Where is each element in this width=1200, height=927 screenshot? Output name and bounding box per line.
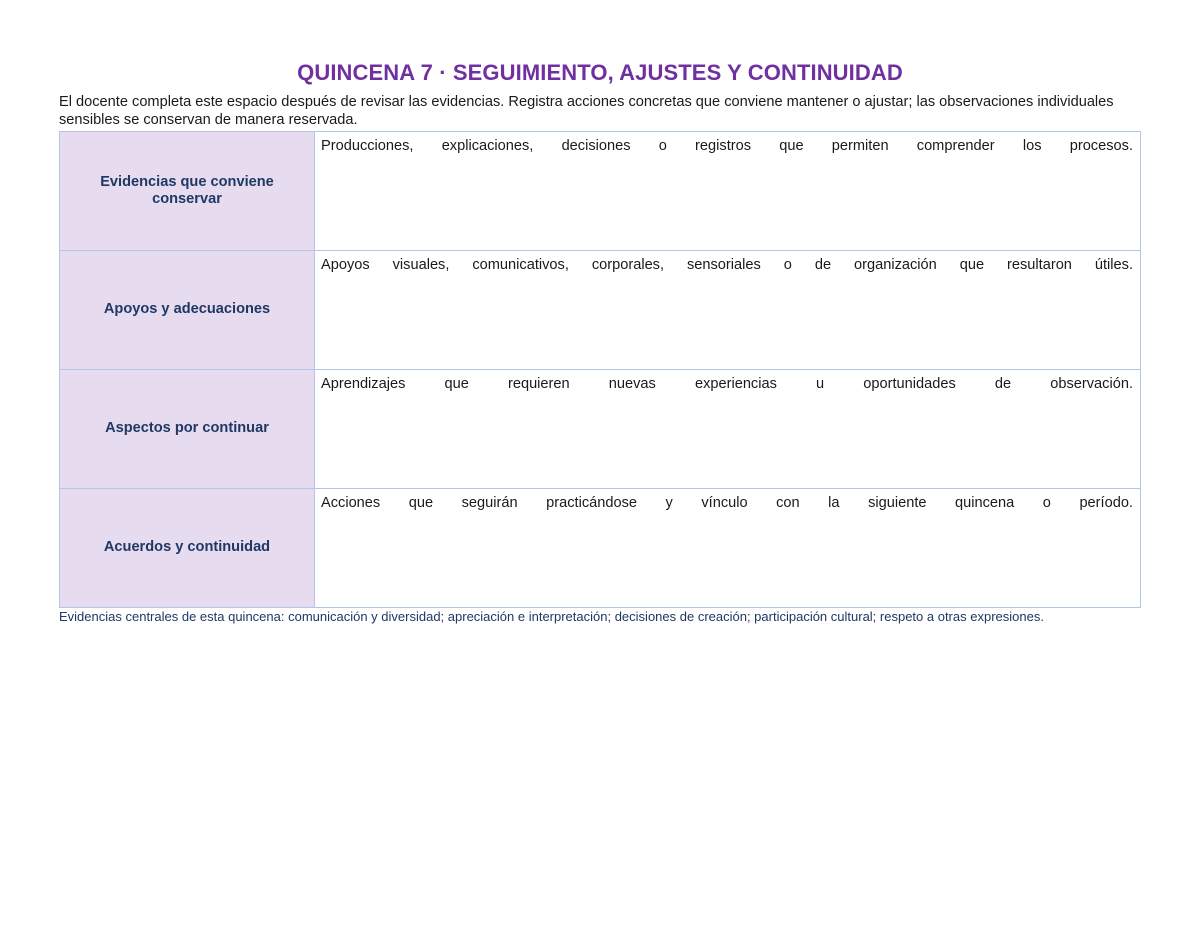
intro-paragraph: El docente completa este espacio después de revisar las evidencias. Registra acciones concretas que conviene mantener o ajustar; las observaciones individuales sensibles se conservan de manera reservada. [59,94,1114,128]
row-field-apoyos[interactable]: Apoyos visuales, comunicativos, corporales, sensoriales o de organización que resultaron útiles. [315,251,1141,370]
table-row [60,370,1141,489]
row-label-apoyos: Apoyos y adecuaciones [60,251,315,370]
page-title: QUINCENA 7 · SEGUIMIENTO, AJUSTES Y CONTINUIDAD [297,60,903,85]
footnote: Evidencias centrales de esta quincena: comunicación y diversidad; apreciación e interpretación; decisiones de creación; participación cultural; respeto a otras expresiones. [59,609,1044,624]
row-label-evidencias: Evidencias que conviene conservar [60,132,315,251]
table-row [60,251,1141,370]
row-field-acuerdos[interactable]: Acciones que seguirán practicándose y vínculo con la siguiente quincena o período. [315,489,1141,608]
row-field-aspectos[interactable]: Aprendizajes que requieren nuevas experiencias u oportunidades de observación. [315,370,1141,489]
document-page [59,58,1141,624]
table-row [60,489,1141,608]
table-row [60,132,1141,251]
row-label-aspectos: Aspectos por continuar [60,370,315,489]
row-field-evidencias[interactable]: Producciones, explicaciones, decisiones o registros que permiten comprender los procesos. [315,132,1141,251]
row-label-acuerdos: Acuerdos y continuidad [60,489,315,608]
tracking-table [59,131,1141,608]
